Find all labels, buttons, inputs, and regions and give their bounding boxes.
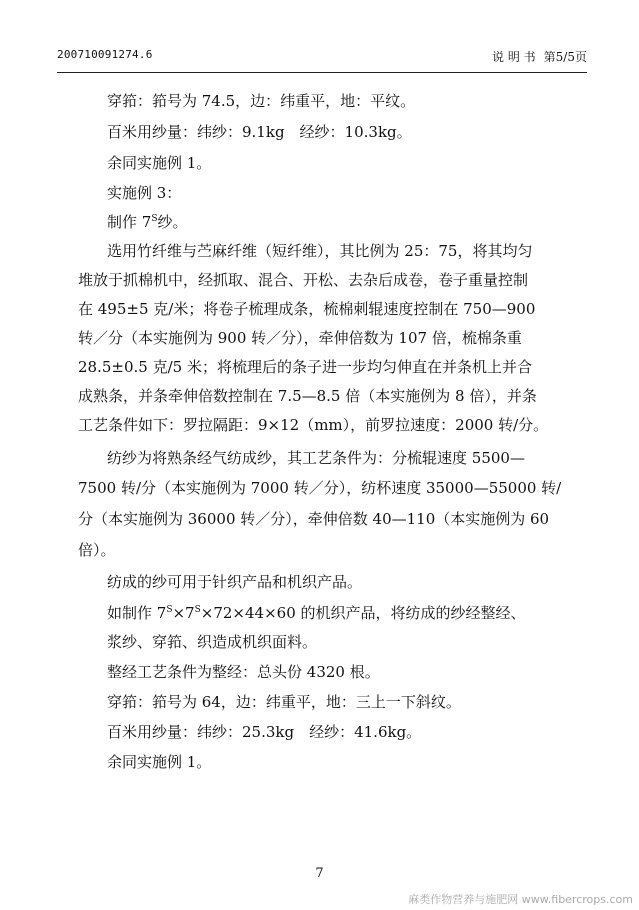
paragraph-line: 余同实施例 1。 [107, 753, 212, 771]
paragraph-line: 在 495±5 克/米；将卷子梳理成条，梳棉刺辊速度控制在 750—900 [78, 300, 536, 318]
paragraph-line: 倍）。 [78, 541, 116, 559]
paragraph-line: 转／分（本实施例为 900 转／分），牵伸倍数为 107 倍，梳棉条重 [78, 329, 522, 347]
text-run: 如制作 7 [107, 604, 167, 622]
text-run: 纱。 [157, 213, 188, 231]
paragraph-line: 堆放于抓棉机中，经抓取、混合、开松、去杂后成卷，卷子重量控制 [78, 271, 529, 289]
superscript: S [166, 605, 173, 615]
paragraph-line: 成熟条，并条牵伸倍数控制在 7.5—8.5 倍（本实施例为 8 倍），并条 [78, 387, 537, 405]
page-info: 第5/5页 [543, 50, 587, 64]
example-heading: 实施例 3： [107, 184, 182, 202]
paragraph-line: 余同实施例 1。 [107, 154, 212, 172]
paragraph-line: 百米用纱量：纬纱：9.1kg 经纱：10.3kg。 [107, 123, 412, 141]
paragraph-line: 纺纱为将熟条经气纺成纱，其工艺条件为：分梳辊速度 5500— [107, 449, 525, 467]
paragraph-line: 纺成的纱可用于针织产品和机织产品。 [107, 573, 363, 591]
header-right [492, 48, 587, 65]
page-number: 7 [315, 866, 324, 881]
application-number: 200710091274.6 [57, 48, 153, 61]
paragraph-line: 选用竹纤维与苎麻纤维（短纤维），其比例为 25：75，将其均匀 [107, 242, 533, 260]
paragraph-line: 工艺条件如下：罗拉隔距：9×12（mm），前罗拉速度：2000 转/分。 [78, 416, 549, 434]
paragraph-line: 整经工艺条件为整经：总头份 4320 根。 [107, 663, 380, 681]
paragraph-line: 百米用纱量：纬纱：25.3kg 经纱：41.6kg。 [107, 723, 422, 741]
superscript: S [194, 605, 201, 615]
site-watermark: 麻类作物营养与施肥网 www.fibercrops.com [408, 893, 633, 906]
text-run: ×7 [172, 604, 195, 622]
text-run: ×72×44×60 的机织产品，将纺成的纱经整经、 [200, 604, 526, 622]
paragraph-line [107, 603, 526, 623]
paragraph-line: 穿筘：筘号为 74.5，边：纬重平，地：平纹。 [107, 92, 416, 110]
paragraph-line: 28.5±0.5 克/5 米；将梳理后的条子进一步均匀伸直在并条机上并合 [78, 358, 532, 376]
superscript: S [151, 214, 158, 224]
paragraph-line: 分（本实施例为 36000 转／分），牵伸倍数 40—110（本实施例为 60 [78, 510, 550, 528]
text-run: 制作 7 [107, 213, 152, 231]
header-rule [57, 72, 587, 73]
paragraph-line [107, 212, 188, 232]
paragraph-line: 7500 转/分（本实施例为 7000 转／分），纺杯速度 35000—55000 转/ [78, 479, 562, 497]
page-header [57, 48, 587, 72]
paragraph-line: 浆纱、穿筘、织造成机织面料。 [107, 633, 318, 651]
section-title: 说 明 书 [492, 50, 536, 64]
paragraph-line: 穿筘：筘号为 64，边：纬重平，地：三上一下斜纹。 [107, 693, 461, 711]
